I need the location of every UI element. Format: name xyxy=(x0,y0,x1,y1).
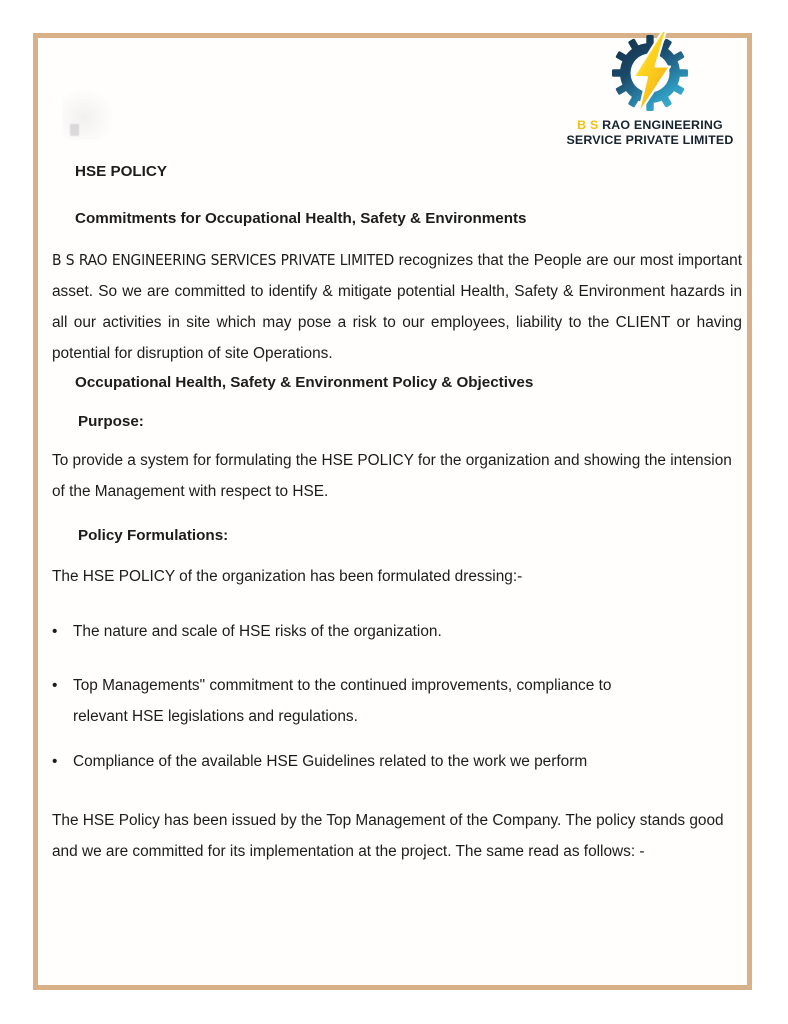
company-logo-block xyxy=(552,30,748,148)
logo-company-line-2: SERVICE PRIVATE LIMITED xyxy=(566,133,734,147)
heading-purpose: Purpose: xyxy=(78,413,144,430)
intro-company-name: B S RAO ENGINEERING SERVICES PRIVATE LIMITED xyxy=(52,251,395,269)
list-item xyxy=(52,616,712,647)
section-heading-policy-objectives: Occupational Health, Safety & Environment Policy & Objectives xyxy=(75,374,534,391)
bullet-icon: • xyxy=(52,623,58,640)
page-subtitle: Commitments for Occupational Health, Safety & Environments xyxy=(75,210,527,227)
page-title: HSE POLICY xyxy=(75,163,167,180)
list-item xyxy=(52,670,642,732)
purpose-paragraph: To provide a system for formulating the HSE POLICY for the organization and showing the intension of the Management with respect to HSE. xyxy=(52,452,732,500)
gear-lightning-bolt-logo xyxy=(600,30,700,116)
list-item-label: Compliance of the available HSE Guidelines related to the work we perform xyxy=(73,753,588,770)
formulations-lead-paragraph: The HSE POLICY of the organization has been formulated dressing:- xyxy=(52,568,523,585)
bullet-icon: • xyxy=(52,753,58,770)
intro-paragraph xyxy=(52,245,742,369)
logo-company-line-1 xyxy=(552,118,748,133)
list-item xyxy=(52,746,712,777)
heading-policy-formulations: Policy Formulations: xyxy=(78,527,229,544)
logo-company-name-rest: RAO ENGINEERING xyxy=(602,118,723,132)
list-item-label: The nature and scale of HSE risks of the organization. xyxy=(73,623,442,640)
logo-initials: B S xyxy=(577,118,599,132)
list-item-label: Top Managements" commitment to the continued improvements, compliance to relevant HSE legislations and regulations. xyxy=(73,677,612,725)
bullet-icon: • xyxy=(52,677,58,694)
intro-paragraph-rest: recognizes that the People are our most important asset. So we are committed to identify & mitigate potential Health, Safety & Environment hazards in all our activities in site which may pose a risk to our employees, liability to the CLIENT or having potential for disruption of site Operations. xyxy=(52,252,742,362)
closing-paragraph: The HSE Policy has been issued by the Top Management of the Company. The policy stands good and we are committed for its implementation at the project. The same read as follows: - xyxy=(52,812,724,860)
